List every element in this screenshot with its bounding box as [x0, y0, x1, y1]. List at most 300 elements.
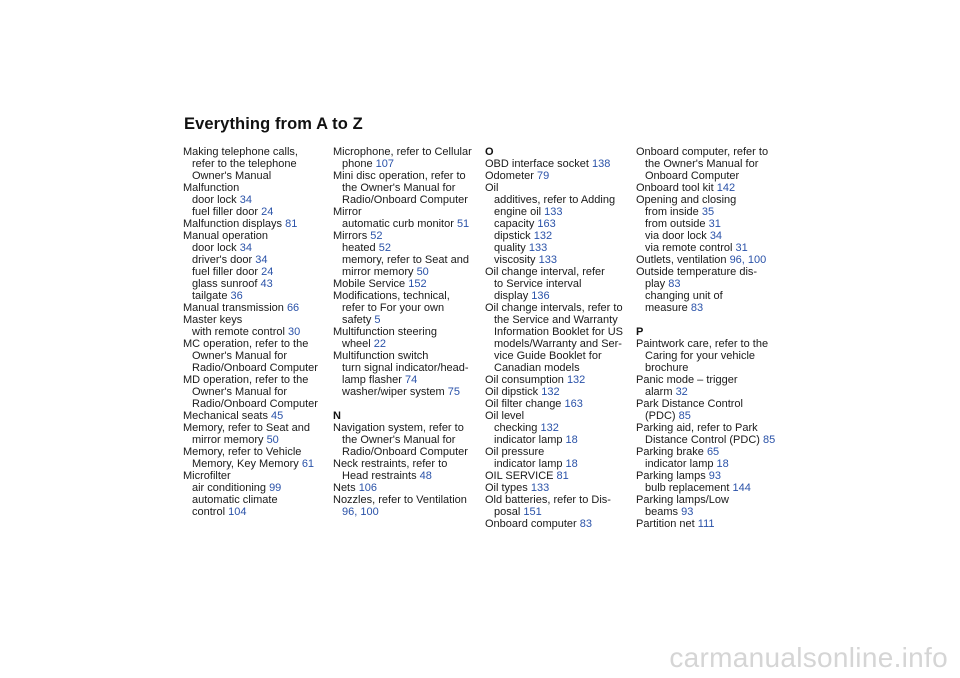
- page-reference-link[interactable]: 104: [228, 506, 247, 518]
- index-entry: [183, 446, 323, 458]
- index-entry: [485, 266, 625, 278]
- page-reference-link[interactable]: 152: [408, 278, 427, 290]
- entry-text: MD operation, refer to the: [183, 374, 309, 386]
- entry-text: OIL SERVICE: [485, 470, 557, 482]
- index-entry: [485, 182, 625, 194]
- page-reference-link[interactable]: 81: [556, 470, 569, 482]
- page-reference-link[interactable]: 31: [735, 242, 748, 254]
- index-subentry: [636, 278, 776, 290]
- entry-text: refer to For your own: [342, 302, 445, 314]
- entry-text: Head restraints: [342, 470, 420, 482]
- entry-text: indicator lamp: [494, 434, 566, 446]
- index-subentry: [636, 362, 776, 374]
- index-subentry: [183, 326, 323, 338]
- entry-text: door lock: [192, 242, 240, 254]
- index-entry: [636, 518, 776, 530]
- page-reference-link[interactable]: 99: [269, 482, 282, 494]
- entry-text: Onboard Computer: [645, 170, 740, 182]
- entry-text: Parking brake: [636, 446, 707, 458]
- entry-text: (PDC): [645, 410, 679, 422]
- entry-text: Park Distance Control: [636, 398, 743, 410]
- index-column-4: [636, 146, 776, 530]
- entry-text: Malfunction: [183, 182, 240, 194]
- page-reference-link[interactable]: 93: [681, 506, 694, 518]
- page-reference-link[interactable]: 24: [261, 266, 274, 278]
- entry-text: play: [645, 278, 669, 290]
- entry-text: Paintwork care, refer to the: [636, 338, 769, 350]
- index-subentry: [183, 482, 323, 494]
- index-subentry: [183, 494, 323, 506]
- page-reference-link[interactable]: 18: [716, 458, 729, 470]
- page-reference-link[interactable]: 111: [697, 518, 715, 530]
- index-entry: [636, 266, 776, 278]
- entry-text: automatic climate: [192, 494, 278, 506]
- index-entry: [183, 410, 323, 422]
- index-subentry: [636, 410, 776, 422]
- entry-text: Information Booklet for US: [494, 326, 624, 338]
- entry-text: models/Warranty and Ser-: [494, 338, 622, 350]
- entry-text: Owner's Manual for: [192, 386, 288, 398]
- index-subentry: [485, 218, 625, 230]
- page-reference-link[interactable]: 133: [538, 254, 557, 266]
- entry-text: Oil change interval, refer: [485, 266, 605, 278]
- index-entry: [636, 338, 776, 350]
- page-reference-link[interactable]: 133: [544, 206, 563, 218]
- index-subentry: [183, 386, 323, 398]
- index-entry: [333, 290, 473, 302]
- entry-text: to Service interval: [494, 278, 582, 290]
- index-subentry: [636, 506, 776, 518]
- index-subentry: [636, 158, 776, 170]
- page-reference-link[interactable]: 45: [271, 410, 284, 422]
- entry-text: Oil: [485, 182, 499, 194]
- page-reference-link[interactable]: 81: [285, 218, 298, 230]
- index-entry: [485, 374, 625, 386]
- index-entry: [636, 254, 776, 266]
- entry-text: lamp flasher: [342, 374, 405, 386]
- index-subentry: [485, 242, 625, 254]
- index-entry: [183, 374, 323, 386]
- entry-text: from inside: [645, 206, 702, 218]
- entry-text: via door lock: [645, 230, 710, 242]
- section-spacer: [333, 398, 473, 410]
- index-entry: [485, 470, 625, 482]
- entry-text: fuel filler door: [192, 206, 262, 218]
- index-entry: [183, 230, 323, 242]
- page-reference-link[interactable]: 22: [373, 338, 387, 350]
- index-subentry: [183, 254, 323, 266]
- entry-text: Distance Control (PDC): [645, 434, 763, 446]
- entry-text: mirror memory: [192, 434, 267, 446]
- entry-text: Multifunction steering: [333, 326, 437, 338]
- page-reference-link[interactable]: 83: [690, 302, 704, 314]
- index-subentry: [636, 434, 776, 446]
- index-subentry: [183, 506, 323, 518]
- entry-text: Multifunction switch: [333, 350, 429, 362]
- index-entry: [183, 182, 323, 194]
- page-reference-link[interactable]: 36: [230, 290, 243, 302]
- entry-text: mirror memory: [342, 266, 417, 278]
- entry-text: Memory, refer to Vehicle: [183, 446, 302, 458]
- index-entry: [333, 482, 473, 494]
- section-spacer: [636, 314, 776, 326]
- index-entry: [485, 410, 625, 422]
- index-entry: [333, 206, 473, 218]
- page-reference-link[interactable]: 24: [261, 206, 274, 218]
- entry-text: Canadian models: [494, 362, 580, 374]
- index-subentry: [183, 362, 323, 374]
- entry-text: memory, refer to Seat and: [342, 254, 469, 266]
- page-reference-link[interactable]: 93: [708, 470, 722, 482]
- entry-text: beams: [645, 506, 682, 518]
- index-entry: [333, 326, 473, 338]
- entry-text: Microfilter: [183, 470, 231, 482]
- entry-text: measure: [645, 302, 691, 314]
- index-subentry: [636, 218, 776, 230]
- entry-text: vice Guide Booklet for: [494, 350, 602, 362]
- index-entry: [636, 494, 776, 506]
- page-reference-link[interactable]: 52: [370, 230, 383, 242]
- entry-text: Old batteries, refer to Dis-: [485, 494, 611, 506]
- index-subentry: [183, 458, 323, 470]
- index-subentry: [636, 170, 776, 182]
- entry-text: the Owner's Manual for: [342, 434, 456, 446]
- entry-text: Radio/Onboard Computer: [342, 194, 468, 206]
- index-subentry: [485, 434, 625, 446]
- index-subentry: [485, 506, 625, 518]
- index-entry: [636, 470, 776, 482]
- entry-text: Caring for your vehicle: [645, 350, 756, 362]
- index-subentry: [333, 338, 473, 350]
- entry-text: Radio/Onboard Computer: [192, 362, 318, 374]
- entry-text: Opening and closing: [636, 194, 737, 206]
- index-subentry: [636, 350, 776, 362]
- entry-text: wheel: [342, 338, 374, 350]
- entry-text: Owner's Manual for: [192, 350, 288, 362]
- entry-text: MC operation, refer to the: [183, 338, 309, 350]
- page-reference-link[interactable]: 5: [374, 314, 381, 326]
- page-reference-link[interactable]: 142: [716, 182, 736, 194]
- entry-text: changing unit of: [645, 290, 723, 302]
- entry-text: the Owner's Manual for: [645, 158, 759, 170]
- watermark: carmanualsonline.info: [669, 642, 948, 673]
- section-letter: N: [333, 410, 341, 422]
- page-reference-link[interactable]: 30: [287, 326, 301, 338]
- entry-text: the Service and Warranty: [494, 314, 618, 326]
- page-reference-link[interactable]: 132: [533, 230, 553, 242]
- page-reference-link[interactable]: 74: [404, 374, 418, 386]
- index-entry: [333, 494, 473, 506]
- entry-text: safety: [342, 314, 375, 326]
- entry-text: Oil dipstick: [485, 386, 542, 398]
- entry-text: turn signal indicator/head-: [342, 362, 469, 374]
- page-reference-link[interactable]: 66: [286, 302, 300, 314]
- index-subentry: [485, 290, 625, 302]
- index-entry: [485, 446, 625, 458]
- page-reference-link[interactable]: 18: [565, 458, 578, 470]
- index-subentry: [485, 194, 625, 206]
- entry-text: checking: [494, 422, 541, 434]
- page-reference-link[interactable]: 106: [358, 482, 378, 494]
- index-entry: [183, 470, 323, 482]
- entry-text: Owner's Manual: [192, 170, 272, 182]
- page-reference-link[interactable]: 132: [540, 422, 559, 434]
- page-reference-link[interactable]: 48: [419, 470, 432, 482]
- page-reference-link[interactable]: 151: [523, 506, 542, 518]
- page-reference-link[interactable]: 96, 100: [342, 506, 379, 518]
- entry-text: Oil types: [485, 482, 531, 494]
- index-entry: [333, 458, 473, 470]
- entry-text: posal: [494, 506, 524, 518]
- page-reference-link[interactable]: 50: [266, 434, 279, 446]
- page-reference-link[interactable]: 144: [732, 482, 751, 494]
- index-subentry: [636, 302, 776, 314]
- entry-text: bulb replacement: [645, 482, 733, 494]
- index-subentry: [333, 314, 473, 326]
- page-reference-link[interactable]: 85: [762, 434, 776, 446]
- index-entry: [333, 422, 473, 434]
- page-reference-link[interactable]: 31: [708, 218, 721, 230]
- entry-text: indicator lamp: [494, 458, 566, 470]
- index-entry: [636, 182, 776, 194]
- index-subentry: [485, 326, 625, 338]
- entry-text: Mechanical seats: [183, 410, 272, 422]
- index-subentry: [183, 350, 323, 362]
- page-reference-link[interactable]: 35: [701, 206, 715, 218]
- index-entry: [485, 386, 625, 398]
- index-subentry: [183, 206, 323, 218]
- index-column-1: [183, 146, 323, 518]
- entry-text: additives, refer to Adding: [494, 194, 616, 206]
- index-entry: [485, 170, 625, 182]
- entry-text: Malfunction displays: [183, 218, 286, 230]
- entry-text: indicator lamp: [645, 458, 717, 470]
- index-subentry: [333, 254, 473, 266]
- page-reference-link[interactable]: 85: [678, 410, 691, 422]
- page-reference-link[interactable]: 132: [541, 386, 560, 398]
- index-entry: [636, 194, 776, 206]
- entry-text: Manual transmission: [183, 302, 287, 314]
- index-subentry: [485, 350, 625, 362]
- page-reference-link[interactable]: 138: [592, 158, 611, 170]
- page-reference-link[interactable]: 34: [239, 242, 252, 254]
- index-subentry: [485, 206, 625, 218]
- index-subentry: [485, 422, 625, 434]
- page-reference-link[interactable]: 75: [447, 386, 461, 398]
- entry-text: quality: [494, 242, 529, 254]
- entry-text: Parking aid, refer to Park: [636, 422, 758, 434]
- index-subentry: [485, 458, 625, 470]
- index-subentry: [333, 470, 473, 482]
- index-subentry: [333, 266, 473, 278]
- entry-text: Outside temperature dis-: [636, 266, 758, 278]
- index-column-2: [333, 146, 473, 518]
- entry-text: brochure: [645, 362, 689, 374]
- page-reference-link[interactable]: 83: [579, 518, 593, 530]
- entry-text: Parking lamps: [636, 470, 709, 482]
- index-entry: [636, 398, 776, 410]
- entry-text: Parking lamps/Low: [636, 494, 729, 506]
- page-reference-link[interactable]: 18: [565, 434, 578, 446]
- entry-text: Onboard computer: [485, 518, 580, 530]
- entry-text: Oil consumption: [485, 374, 567, 386]
- entry-text: Master keys: [183, 314, 243, 326]
- index-subentry: [333, 434, 473, 446]
- entry-text: Mobile Service: [333, 278, 409, 290]
- page-reference-link[interactable]: 133: [530, 482, 550, 494]
- page-reference-link[interactable]: 51: [456, 218, 470, 230]
- section-letter: O: [485, 146, 494, 158]
- index-entry: [333, 230, 473, 242]
- entry-text: display: [494, 290, 532, 302]
- page-reference-link[interactable]: 52: [378, 242, 391, 254]
- page-reference-link[interactable]: 163: [564, 398, 583, 410]
- entry-text: Panic mode – trigger: [636, 374, 738, 386]
- page-reference-link[interactable]: 133: [528, 242, 548, 254]
- page-reference-link[interactable]: 43: [260, 278, 273, 290]
- index-subentry: [183, 278, 323, 290]
- index-entry: [333, 350, 473, 362]
- page-reference-link[interactable]: 34: [255, 254, 268, 266]
- index-entry: [485, 158, 625, 170]
- index-entry: [183, 302, 323, 314]
- index-subentry: [183, 158, 323, 170]
- index-subentry: [636, 290, 776, 302]
- entry-text: phone: [342, 158, 376, 170]
- entry-text: Outlets, ventilation: [636, 254, 730, 266]
- index-subentry: [183, 290, 323, 302]
- entry-text: automatic curb monitor: [342, 218, 457, 230]
- entry-text: Manual operation: [183, 230, 269, 242]
- index-subentry: [485, 338, 625, 350]
- page-reference-link[interactable]: 136: [531, 290, 550, 302]
- entry-text: Navigation system, refer to: [333, 422, 464, 434]
- index-entry: [485, 302, 625, 314]
- index-subentry: [333, 182, 473, 194]
- index-entry: [333, 278, 473, 290]
- entry-text: capacity: [494, 218, 538, 230]
- entry-text: fuel filler door: [192, 266, 262, 278]
- entry-text: Nets: [333, 482, 359, 494]
- index-subentry: [333, 446, 473, 458]
- entry-text: viscosity: [494, 254, 539, 266]
- entry-text: the Owner's Manual for: [342, 182, 456, 194]
- entry-text: Radio/Onboard Computer: [342, 446, 468, 458]
- entry-text: with remote control: [192, 326, 288, 338]
- index-entry: [333, 146, 473, 158]
- index-subentry: [333, 374, 473, 386]
- entry-text: Mini disc operation, refer to: [333, 170, 466, 182]
- index-subentry: [333, 386, 473, 398]
- page-reference-link[interactable]: 61: [301, 458, 315, 470]
- index-entry: [183, 338, 323, 350]
- entry-text: Neck restraints, refer to: [333, 458, 448, 470]
- page-reference-link[interactable]: 65: [706, 446, 720, 458]
- entry-text: washer/wiper system: [342, 386, 448, 398]
- entry-text: Oil level: [485, 410, 525, 422]
- index-subentry: [636, 206, 776, 218]
- page-reference-link[interactable]: 34: [709, 230, 723, 242]
- entry-text: Modifications, technical,: [333, 290, 450, 302]
- index-subentry: [183, 398, 323, 410]
- index-entry: [485, 482, 625, 494]
- entry-text: driver's door: [192, 254, 256, 266]
- index-subentry: [333, 218, 473, 230]
- entry-text: refer to the telephone: [192, 158, 297, 170]
- entry-text: glass sunroof: [192, 278, 261, 290]
- entry-text: heated: [342, 242, 379, 254]
- page-reference-link[interactable]: 163: [537, 218, 556, 230]
- page-reference-link[interactable]: 34: [239, 194, 252, 206]
- entry-text: from outside: [645, 218, 709, 230]
- index-subentry: [485, 230, 625, 242]
- entry-text: Microphone, refer to Cellular: [333, 146, 472, 158]
- index-subentry: [333, 302, 473, 314]
- entry-text: OBD interface socket: [485, 158, 592, 170]
- entry-text: Oil change intervals, refer to: [485, 302, 623, 314]
- index-subentry: [333, 362, 473, 374]
- index-subentry: [636, 482, 776, 494]
- page-reference-link[interactable]: 50: [416, 266, 429, 278]
- index-subentry: [485, 278, 625, 290]
- index-subentry: [183, 434, 323, 446]
- entry-text: Partition net: [636, 518, 698, 530]
- index-subentry: [333, 158, 473, 170]
- index-subentry: [183, 170, 323, 182]
- index-subentry: [333, 242, 473, 254]
- index-subentry: [333, 194, 473, 206]
- index-entry: [636, 146, 776, 158]
- page-reference-link[interactable]: 132: [566, 374, 586, 386]
- index-entry: [485, 518, 625, 530]
- index-subentry: [183, 242, 323, 254]
- entry-text: Memory, Key Memory: [192, 458, 302, 470]
- entry-text: Memory, refer to Seat and: [183, 422, 310, 434]
- index-subentry: [636, 458, 776, 470]
- page-reference-link[interactable]: 107: [375, 158, 395, 170]
- entry-text: Making telephone calls,: [183, 146, 298, 158]
- entry-text: engine oil: [494, 206, 545, 218]
- entry-text: Mirrors: [333, 230, 371, 242]
- index-subentry: [636, 242, 776, 254]
- entry-text: control: [192, 506, 229, 518]
- page-reference-link[interactable]: 96, 100: [729, 254, 767, 266]
- entry-text: Onboard computer, refer to: [636, 146, 769, 158]
- entry-text: Nozzles, refer to Ventilation: [333, 494, 467, 506]
- index-entry: [636, 422, 776, 434]
- page-reference-link[interactable]: 32: [675, 386, 688, 398]
- index-subentry: [183, 194, 323, 206]
- page-title: Everything from A to Z: [184, 115, 363, 133]
- index-entry: [183, 314, 323, 326]
- page-reference-link[interactable]: 79: [536, 170, 550, 182]
- entry-text: air conditioning: [192, 482, 270, 494]
- index-entry: [485, 494, 625, 506]
- index-subentry: [183, 266, 323, 278]
- section-letter: P: [636, 326, 644, 338]
- entry-text: Odometer: [485, 170, 537, 182]
- entry-text: Oil pressure: [485, 446, 545, 458]
- entry-text: via remote control: [645, 242, 736, 254]
- page-reference-link[interactable]: 83: [668, 278, 681, 290]
- entry-text: Radio/Onboard Computer: [192, 398, 318, 410]
- entry-text: door lock: [192, 194, 240, 206]
- index-subentry: [485, 254, 625, 266]
- index-entry: [485, 398, 625, 410]
- entry-text: tailgate: [192, 290, 231, 302]
- index-entry: [636, 446, 776, 458]
- entry-text: alarm: [645, 386, 676, 398]
